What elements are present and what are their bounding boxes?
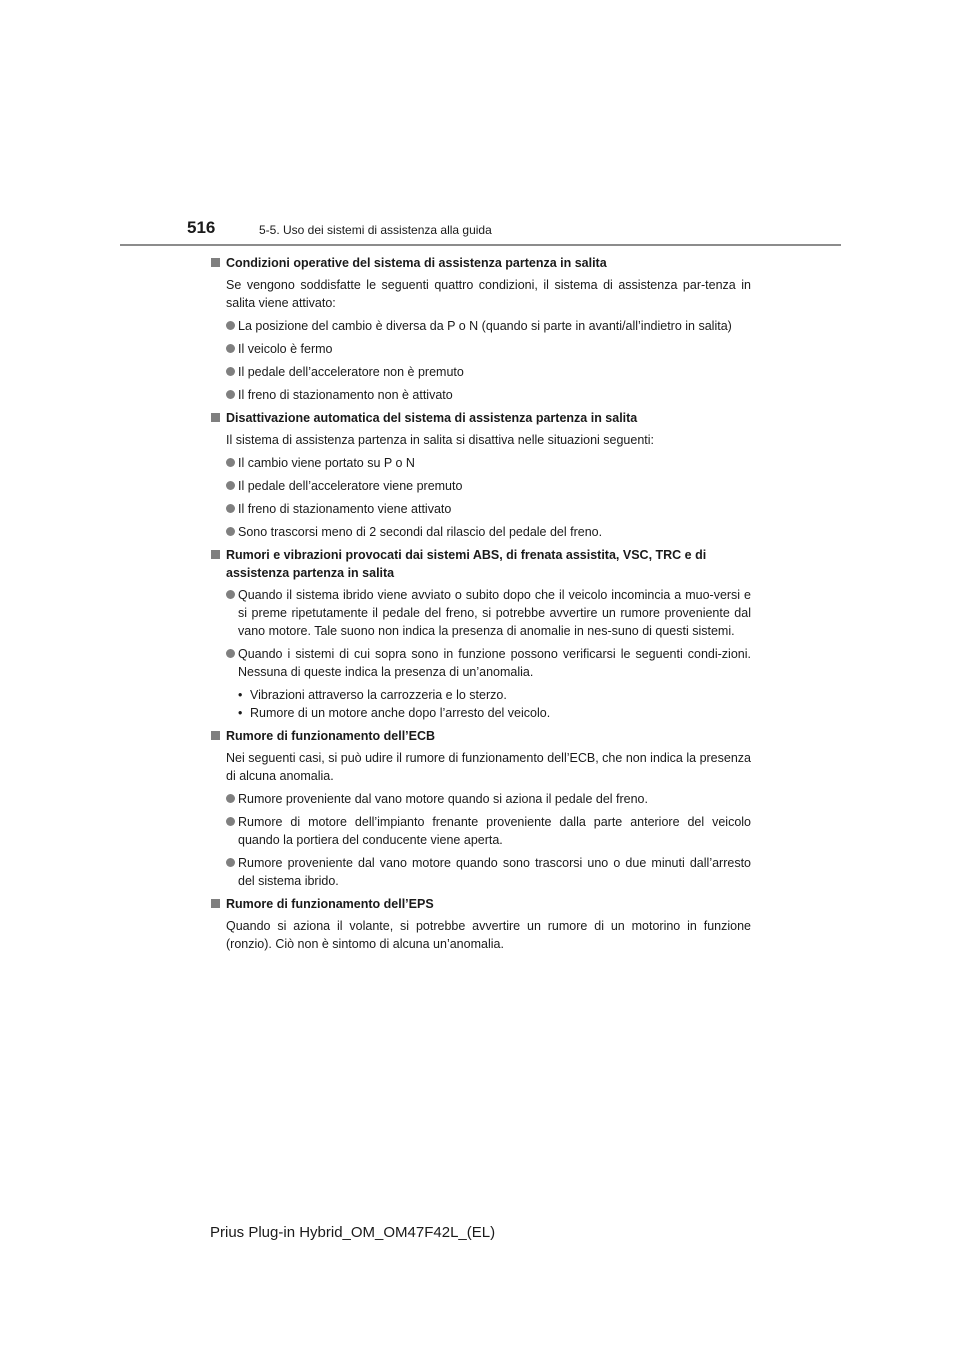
list-item-text: Rumore di motore dell’impianto frenante proveniente dalla parte anteriore del veicolo quando la portiera del conducente viene aperta. [238,815,751,847]
heading-text: Rumori e vibrazioni provocati dai sistemi ABS, di frenata assistita, VSC, TRC e di assistenza partenza in salita [226,548,707,580]
section-intro: Nei seguenti casi, si può udire il rumore di funzionamento dell’ECB, che non indica la presenza di alcuna anomalia. [226,751,751,783]
list-item [210,363,751,381]
round-bullet-icon [226,390,235,399]
list-item-text: Il freno di stazionamento viene attivato [238,502,452,516]
page-content [210,254,751,958]
square-bullet-icon [211,413,220,422]
page-number: 516 [187,218,216,237]
dot-marker: • [238,706,243,720]
list-item [210,790,751,808]
list-item [210,454,751,472]
section-heading [210,727,751,745]
sub-list-item [210,686,751,704]
list-item-text: Quando il sistema ibrido viene avviato o subito dopo che il veicolo incomincia a muo-versi e si preme ripetutamente il pedale del freno, si potrebbe avvertire un rumore proveniente dal vano motore. Tale suono non indica la presenza di anomalie in nes-suno di questi sistemi. [238,588,751,638]
round-bullet-icon [226,817,235,826]
round-bullet-icon [226,344,235,353]
list-item-text: Il pedale dell’acceleratore non è premuto [238,365,464,379]
list-item-text: Il pedale dell’acceleratore viene premuto [238,479,463,493]
section-intro: Quando si aziona il volante, si potrebbe avvertire un rumore di un motorino in funzione (ronzio). Ciò non è sintomo di alcuna un’anomalia. [226,919,751,951]
round-bullet-icon [226,649,235,658]
round-bullet-icon [226,858,235,867]
round-bullet-icon [226,590,235,599]
list-item-text: La posizione del cambio è diversa da P o N (quando si parte in avanti/all’indietro in salita) [238,319,732,333]
running-head: 5-5. Uso dei sistemi di assistenza alla guida [259,223,492,237]
dot-marker: • [238,688,243,702]
heading-text: Rumore di funzionamento dell’ECB [226,729,436,743]
section-heading [210,409,751,427]
list-item [210,523,751,541]
list-item-text: Rumore proveniente dal vano motore quando sono trascorsi uno o due minuti dall’arresto del sistema ibrido. [238,856,751,888]
round-bullet-icon [226,527,235,536]
round-bullet-icon [226,458,235,467]
round-bullet-icon [226,481,235,490]
sub-list-item-text: Rumore di un motore anche dopo l’arresto del veicolo. [250,706,551,720]
list-item [210,317,751,335]
list-item-text: Rumore proveniente dal vano motore quando si aziona il pedale del freno. [238,792,648,806]
sub-list-item-text: Vibrazioni attraverso la carrozzeria e lo sterzo. [250,688,507,702]
list-item [210,477,751,495]
heading-text: Disattivazione automatica del sistema di assistenza partenza in salita [226,411,638,425]
heading-text: Rumore di funzionamento dell’EPS [226,897,434,911]
header-rule [120,244,841,246]
sub-list-item [210,704,751,722]
list-item [210,645,751,681]
list-item-text: Quando i sistemi di cui sopra sono in funzione possono verificarsi le seguenti condi-zioni. Nessuna di queste indica la presenza di un’anomalia. [238,647,751,679]
round-bullet-icon [226,504,235,513]
round-bullet-icon [226,367,235,376]
heading-text: Condizioni operative del sistema di assistenza partenza in salita [226,256,607,270]
section-intro: Il sistema di assistenza partenza in salita si disattiva nelle situazioni seguenti: [226,433,654,447]
list-item-text: Il veicolo è fermo [238,342,333,356]
square-bullet-icon [211,899,220,908]
section-heading [210,895,751,913]
list-item [210,500,751,518]
square-bullet-icon [211,258,220,267]
list-item [210,586,751,640]
list-item [210,340,751,358]
round-bullet-icon [226,321,235,330]
section-heading [210,254,751,272]
section-heading [210,546,751,582]
section-operating-conditions [210,254,751,404]
section-automatic-deactivation [210,409,751,541]
sub-list [210,686,751,722]
section-eps-noise [210,895,751,953]
round-bullet-icon [226,794,235,803]
list-item-text: Sono trascorsi meno di 2 secondi dal rilascio del pedale del freno. [238,525,603,539]
square-bullet-icon [211,550,220,559]
footer-model-code: Prius Plug-in Hybrid_OM_OM47F42L_(EL) [210,1224,496,1241]
square-bullet-icon [211,731,220,740]
list-item [210,854,751,890]
section-ecb-noise [210,727,751,890]
section-intro: Se vengono soddisfatte le seguenti quattro condizioni, il sistema di assistenza par-tenza in salita viene attivato: [226,278,751,310]
list-item [210,386,751,404]
list-item-text: Il cambio viene portato su P o N [238,456,415,470]
list-item [210,813,751,849]
section-noise-vibration [210,546,751,722]
list-item-text: Il freno di stazionamento non è attivato [238,388,453,402]
